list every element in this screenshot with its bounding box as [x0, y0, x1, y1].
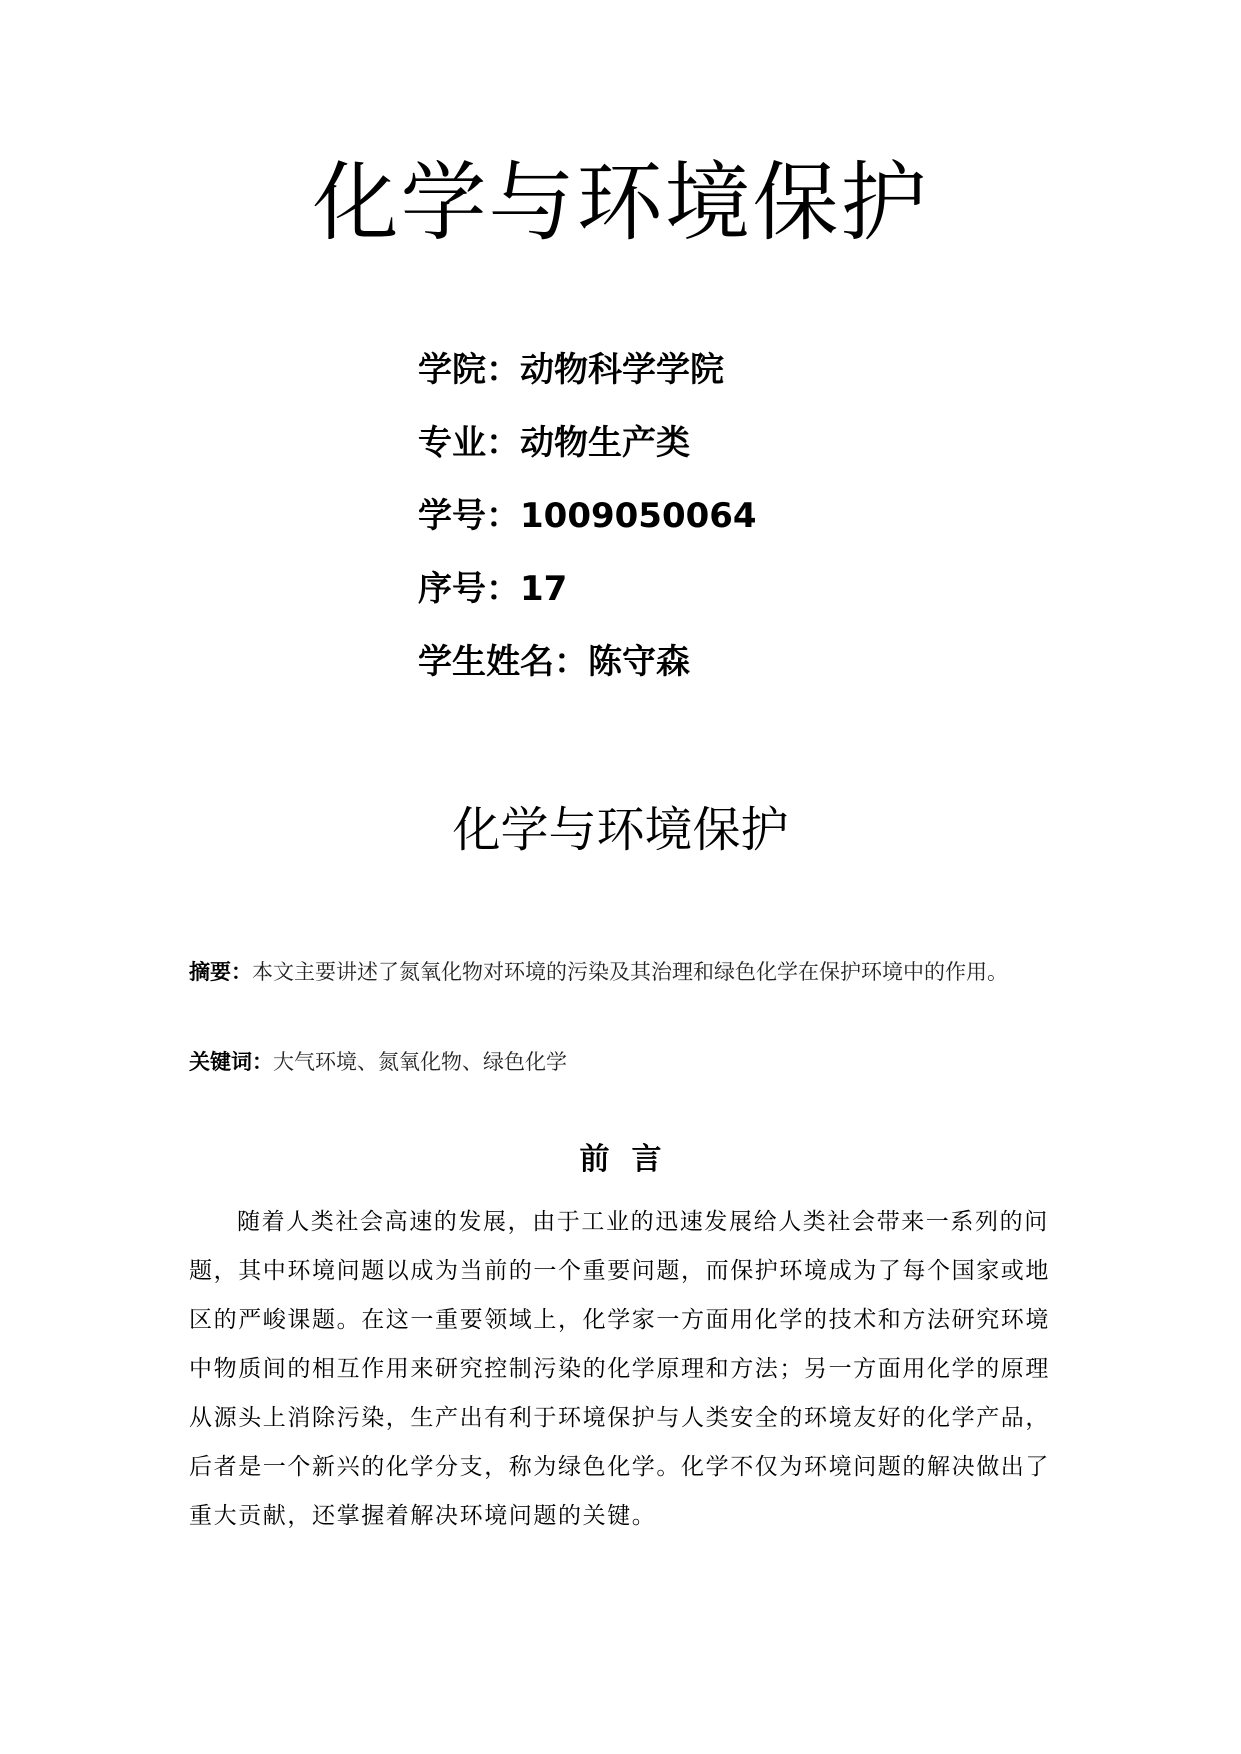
- paragraph-line: 区的严峻课题。在这一重要领域上，化学家一方面用化学的技术和方法研究环境: [189, 1307, 1050, 1333]
- paragraph-line: 题，其中环境问题以成为当前的一个重要问题，而保护环境成为了每个国家或地: [189, 1258, 1050, 1284]
- keywords-label: 关键词：: [189, 1050, 273, 1074]
- paragraph-line: 中物质间的相互作用来研究控制污染的化学原理和方法；另一方面用化学的原理: [189, 1356, 1050, 1382]
- keywords: [189, 1047, 1069, 1077]
- major-field: 专业：动物生产类: [418, 423, 690, 463]
- student-name-field: 学生姓名：陈守森: [418, 642, 690, 682]
- article-title: 化学与环境保护: [452, 802, 789, 858]
- paragraph-line: 重大贡献，还掌握着解决环境问题的关键。: [189, 1503, 657, 1529]
- keywords-text: 大气环境、氮氧化物、绿色化学: [273, 1050, 567, 1074]
- student-info-block: [418, 334, 1118, 699]
- serial-number-field: 序号：17: [418, 569, 568, 609]
- preface-heading: 前言: [579, 1142, 684, 1177]
- abstract-text: 本文主要讲述了氮氧化物对环境的污染及其治理和绿色化学在保护环境中的作用。: [252, 960, 1008, 984]
- college-field: 学院：动物科学学院: [418, 350, 724, 390]
- abstract: [189, 957, 1069, 987]
- student-id-field: 学号：1009050064: [418, 496, 757, 536]
- paragraph-line: 从源头上消除污染，生产出有利于环境保护与人类安全的环境友好的化学产品，: [189, 1405, 1050, 1431]
- paragraph-line: 后者是一个新兴的化学分支，称为绿色化学。化学不仅为环境问题的解决做出了: [189, 1454, 1050, 1480]
- abstract-label: 摘要：: [189, 960, 252, 984]
- preface-paragraph: [189, 1198, 1059, 1541]
- document-title: 化学与环境保护: [312, 153, 929, 253]
- paragraph-line: 随着人类社会高速的发展，由于工业的迅速发展给人类社会带来一系列的问: [237, 1209, 1049, 1235]
